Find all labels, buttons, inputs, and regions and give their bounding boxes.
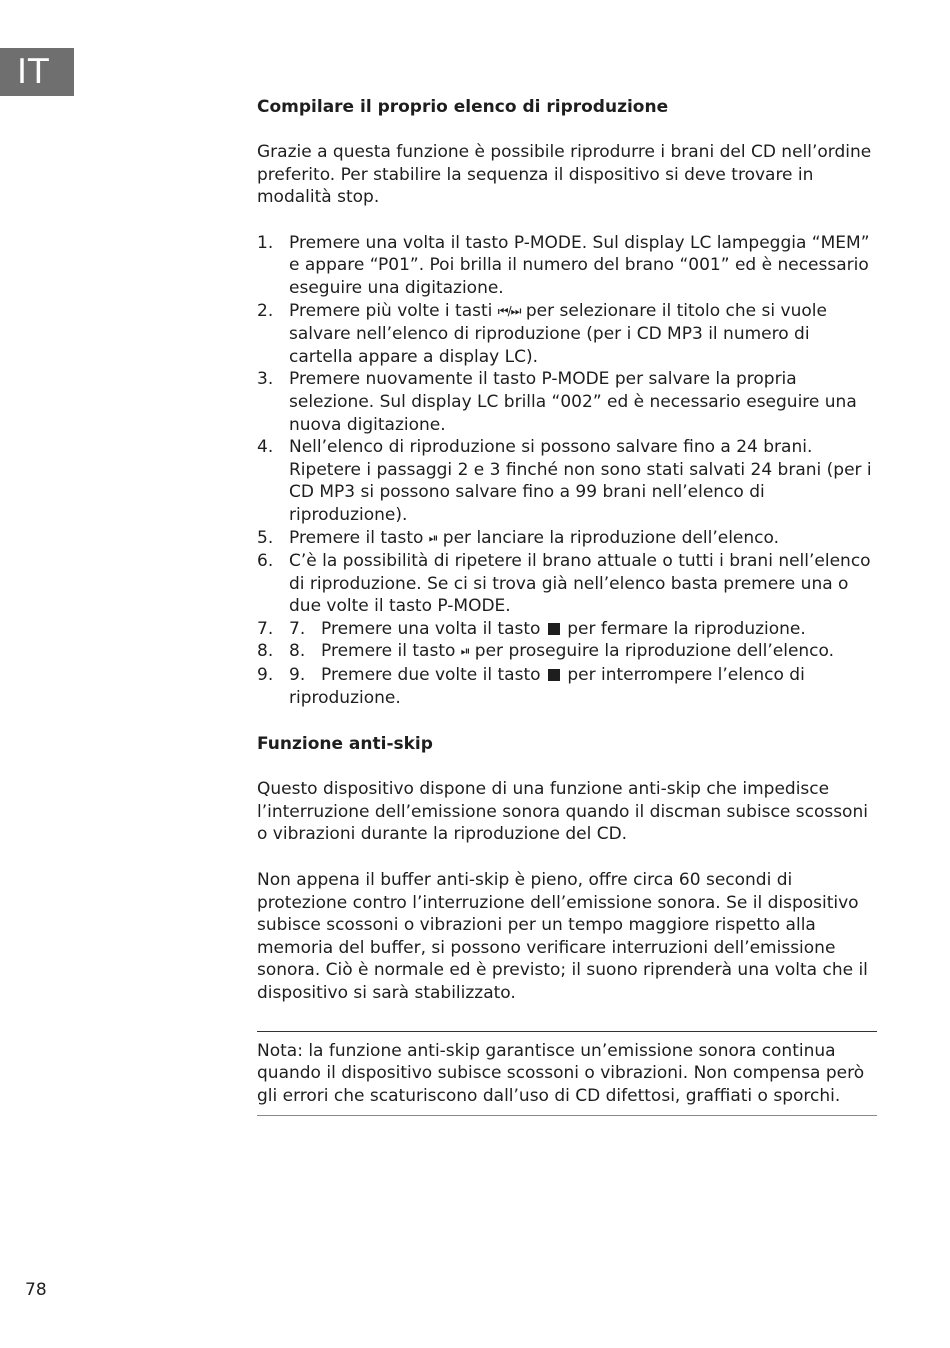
list-item	[257, 232, 877, 300]
note-text: Nota: la funzione anti-skip garantisce un’emissione sonora continua quando il dispositivo subisce scossoni o vibrazioni. Non compensa però gli errori che scaturiscono dall’uso di CD difettosi, graffiati o sporchi.	[257, 1040, 865, 1106]
step-number: 7.	[257, 618, 274, 639]
anti-skip-paragraph-1: Questo dispositivo dispone di una funzione anti-skip che impedisce l’interruzione dell’emissione sonora quando il discman subisce scossoni o vibrazioni durante la riproduzione del CD.	[257, 779, 868, 845]
step-number: 6.	[257, 551, 274, 572]
step-text: 7. Premere una volta il tasto per fermare la riproduzione.	[289, 618, 806, 639]
list-item	[257, 436, 877, 526]
section-heading-playlist: Compilare il proprio elenco di riproduzione	[257, 97, 669, 117]
list-item	[257, 550, 877, 618]
step-number: 5.	[257, 527, 274, 548]
list-item	[257, 640, 877, 664]
step-text: 8. Premere il tasto ⏯ per proseguire la riproduzione dell’elenco.	[289, 641, 835, 662]
step-text: C’è la possibilità di ripetere il brano attuale o tutti i brani nell’elenco di riproduzione. Se ci si trova già nell’elenco basta premere una o due volte il tasto P-MODE.	[289, 551, 871, 617]
step-text: Premere una volta il tasto P-MODE. Sul display LC lampeggia “MEM” e appare “P01”. Poi brilla il numero del brano “001” ed è necessario eseguire una digitazione.	[289, 232, 870, 298]
step-text: 9. Premere due volte il tasto per interrompere l’elenco di riproduzione.	[289, 665, 805, 708]
play-pause-icon: ⏯	[460, 644, 470, 659]
stop-icon	[548, 669, 560, 681]
list-item	[257, 300, 877, 369]
step-number: 3.	[257, 369, 274, 390]
step-number: 9.	[257, 665, 274, 686]
step-number: 4.	[257, 437, 274, 458]
list-item	[257, 527, 877, 551]
steps-list	[257, 232, 877, 709]
note-box	[257, 1031, 877, 1117]
step-text: Nell’elenco di riproduzione si possono salvare fino a 24 brani. Ripetere i passaggi 2 e 3 finché non sono stati salvati 24 brani (per i CD MP3 si possono salvare fino a 99 brani nell’elenco di riproduzione).	[289, 437, 872, 525]
page-content	[257, 95, 877, 1116]
list-item	[257, 664, 877, 709]
step-text: Premere più volte i tasti ⏮/⏭ per selezionare il titolo che si vuole salvare nell’elenco di riproduzione (per i CD MP3 il numero di cartella appare a display LC).	[289, 300, 827, 367]
step-text: Premere nuovamente il tasto P-MODE per salvare la propria selezione. Sul display LC brilla “002” ed è necessario eseguire una nuova digitazione.	[289, 369, 857, 435]
stop-icon	[548, 623, 560, 635]
step-text: Premere il tasto ⏯ per lanciare la riproduzione dell’elenco.	[289, 527, 780, 548]
anti-skip-paragraph-2: Non appena il buffer anti-skip è pieno, offre circa 60 secondi di protezione contro l’interruzione dell’emissione sonora. Se il dispositivo subisce scossoni o vibrazioni per un tempo maggiore rispetto alla memoria del buffer, si possono verificare interruzioni dell’emissione sonora. Ciò è normale ed è previsto; il suono riprenderà una volta che il dispositivo si sarà stabilizzato.	[257, 870, 868, 1003]
step-number: 2.	[257, 300, 274, 321]
play-pause-icon: ⏯	[428, 530, 438, 545]
list-item	[257, 368, 877, 436]
language-tab: IT	[0, 48, 74, 96]
list-item	[257, 618, 877, 641]
prev-next-icon: ⏮/⏭	[497, 303, 521, 318]
step-number: 1.	[257, 232, 274, 253]
intro-paragraph: Grazie a questa funzione è possibile riprodurre i brani del CD nell’ordine preferito. Per stabilire la sequenza il dispositivo si deve trovare in modalità stop.	[257, 142, 872, 208]
page-number: 78	[25, 1280, 47, 1300]
step-number: 8.	[257, 641, 274, 662]
section-heading-anti-skip: Funzione anti-skip	[257, 734, 433, 755]
